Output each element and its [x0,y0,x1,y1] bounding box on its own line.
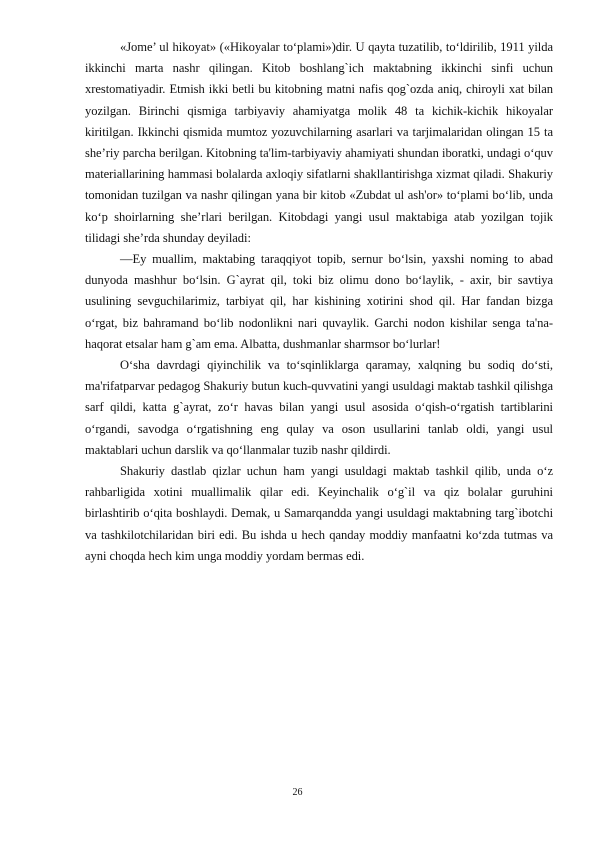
paragraph-jome-ul-hikoyat: «Jome’ ul hikoyat» («Hikoyalar to‘plami»)dir. U qayta tuzatilib, to‘ldirilib, 1911 yilda ikkinchi marta nashr qilingan. Kitob boshlang`ich maktabning ikkinchi sinfi uchun xrestomatiyadir. Etmish ikki betli bu kitobning matni nafis qog`ozda aniq, chiroyli xat bilan yozilgan. Birinchi qismiga tarbiyaviy ahamiyatga molik 48 ta kichik-kichik hikoyalar kiritilgan. Ikkinchi qismida mumtoz yozuvchilarning asarlari va tarjimalaridan olingan 15 ta she’riy parcha berilgan. Kitobning ta'lim-tarbiyaviy ahamiyati shundan iboratki, undagi o‘quv materiallarining hammasi bolalarda axloqiy sifatlarni shakllantirishga xizmat qiladi. Shakuriy tomonidan tuzilgan va nashr qilingan yana bir kitob «Zubdat ul ash'or» to‘plami bo‘lib, unda ko‘p shoirlarning she’rlari berilgan. Kitobdagi yangi usul maktabiga atab yozilgan tojik tilidagi she’rda shunday deyiladi: [85,40,553,245]
page-body [85,37,553,567]
paragraph-girls-school: Shakuriy dastlab qizlar uchun ham yangi usuldagi maktab tashkil qilib, unda o‘z rahbarligida xotini muallimalik qilar edi. Keyinchalik o‘g`il va qiz bolalar guruhini birlashtirib o‘qita boshlaydi. Demak, u Samarqandda yangi usuldagi maktabning targ`ibotchi va tashkilotchilaridan biri edi. Bu ishda u hech qanday moddiy manfaatni ko‘zda tutmas va ayni choqda hech kim unga moddiy yordam bermas edi. [85,464,553,563]
paragraph-shakuriy-efforts: O‘sha davrdagi qiyinchilik va to‘sqinliklarga qaramay, xalqning bu sodiq do‘sti, ma'rifatparvar pedagog Shakuriy butun kuch-quvvatini yangi usuldagi maktab tashkil qilishga sarf qildi, katta g`ayrat, zo‘r havas bilan yangi usul asosida o‘qish-o‘rgatish tartiblarini o‘rgandi, savodga o‘rgatishning eng qulay va oson usullarini tanlab oldi, yangi usul maktablari uchun darslik va qo‘llanmalar tuzib nashr qildirdi. [85,358,553,457]
page-number: 26 [292,787,303,798]
paragraph-poem-quote: —Ey muallim, maktabing taraqqiyot topib, sernur bo‘lsin, yaxshi noming to abad dunyoda mashhur bo‘lsin. G`ayrat qil, toki biz olimu dono bo‘laylik, - axir, bir savtiya usulining sevguchilarimiz, tarbiyat qil, har kishining xotirini shod qil. Har fandan bizga o‘rgat, biz bahramand bo‘lib nodonlikni nari quvaylik. Garchi nodon kishilar senga ta'na-haqorat etsalar ham g`am ema. Albatta, dushmanlar sharmsor bo‘lurlar! [85,252,553,351]
